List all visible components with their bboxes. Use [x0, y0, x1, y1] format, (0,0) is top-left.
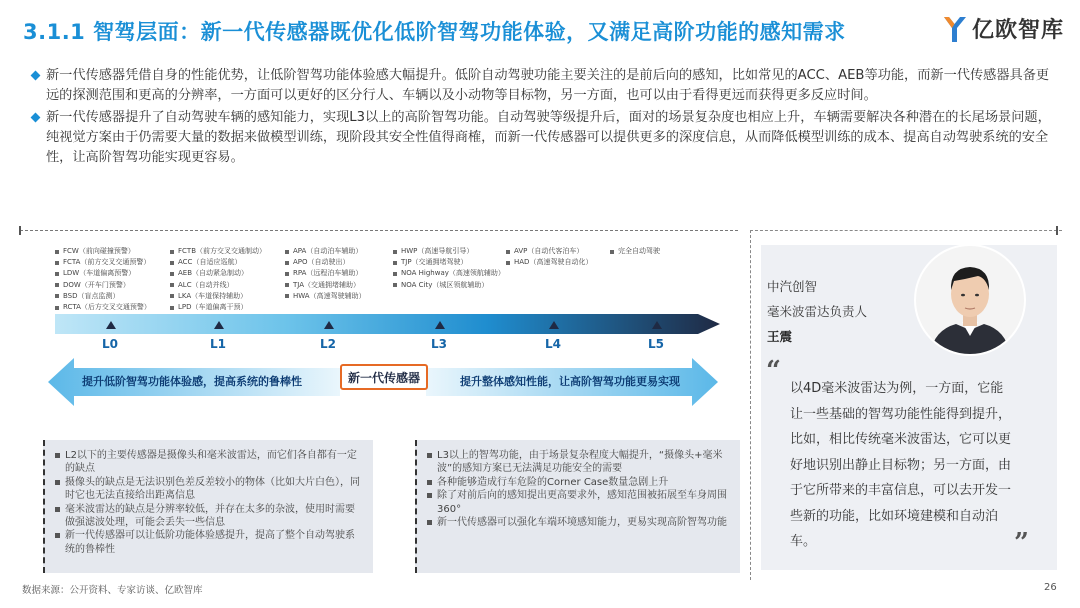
feature-column-l5	[610, 246, 660, 257]
level-label: L1	[210, 337, 226, 351]
info-item: L3以上的智驾功能，由于场景复杂程度大幅提升，“摄像头+毫米波”的感知方案已无法满足功能安全的需要	[427, 449, 730, 476]
feature-column-l2	[285, 246, 366, 302]
center-label-text: 新一代传感器	[347, 370, 420, 385]
avatar	[914, 244, 1026, 356]
bullet-text: 新一代传感器提升了自动驾驶车辆的感知能力，实现L3以上的高阶智驾功能。自动驾驶等级提升后，面对的场景复杂度也相应上升，车辆需要解决各种潜在的长尾场景问题，纯视觉方案由于仍需要大量的数据来做模型训练，现阶段其安全性值得商榷，而新一代传感器可以提供更多的深度信息，从而降低模型训练的成本、提高自动驾驶系统的安全性，让高阶智驾功能实现更容易。	[46, 110, 1051, 165]
feature-item: HWP（高速导航引导）	[393, 246, 505, 257]
level-tick	[214, 321, 224, 329]
bullet-item	[32, 66, 1062, 106]
expert-organization: 中汽创智	[767, 279, 818, 294]
feature-column-l4	[506, 246, 592, 268]
info-item: 各种能够造成行车危险的Corner Case数量急剧上升	[427, 476, 730, 489]
level-label: L5	[648, 337, 664, 351]
feature-item: LKA（车道保持辅助）	[170, 291, 266, 302]
page-title: 3.1.1 智驾层面：新一代传感器既优化低阶智驾功能体验，又满足高阶功能的感知需求	[23, 20, 846, 44]
low-level-info-box	[43, 440, 373, 573]
level-label: L2	[320, 337, 336, 351]
feature-item: RCTA（后方交叉交通预警）	[55, 302, 151, 313]
data-source: 数据来源：公开资料、专家访谈、亿欧智库	[22, 585, 203, 596]
feature-item: APA（自动泊车辅助）	[285, 246, 366, 257]
level-tick	[435, 321, 445, 329]
close-quote-icon: ”	[1014, 528, 1029, 558]
open-quote-icon: “	[766, 356, 781, 386]
feature-item: ALC（自动并线）	[170, 280, 266, 291]
info-item: 除了对前后向的感知提出更高要求外，感知范围被拓展至车身周围360°	[427, 489, 730, 516]
feature-item: HWA（高速驾驶辅助）	[285, 291, 366, 302]
feature-item: LDW（车道偏离预警）	[55, 268, 151, 279]
feature-item: FCTA（前方交叉交通预警）	[55, 257, 151, 268]
expert-name: 王震	[767, 329, 793, 344]
level-progress-arrow	[55, 312, 720, 336]
intro-bullets	[32, 66, 1062, 170]
expert-role: 毫米波雷达负责人	[767, 304, 868, 319]
info-item: 新一代传感器可以让低阶功能体验感提升，提高了整个自动驾驶系统的鲁棒性	[55, 529, 363, 556]
info-item: 毫米波雷达的缺点是分辨率较低，并存在太多的杂波，使用时需要做强滤波处理，可能会丢失一些信息	[55, 503, 363, 530]
info-item: 新一代传感器可以强化车端环境感知能力，更易实现高阶智驾功能	[427, 516, 730, 529]
feature-item: FCW（前向碰撞预警）	[55, 246, 151, 257]
level-label: L0	[102, 337, 118, 351]
level-tick	[106, 321, 116, 329]
arrow-right-text: 提升整体感知性能，让高阶智驾功能更易实现	[460, 375, 680, 388]
feature-item: NOA City（城区领航辅助）	[393, 280, 505, 291]
feature-item: NOA Highway（高速领航辅助）	[393, 268, 505, 279]
yiou-logo-icon	[942, 14, 968, 44]
level-tick	[549, 321, 559, 329]
level-label: L3	[431, 337, 447, 351]
page-number: 26	[1044, 582, 1057, 593]
brand-logo	[942, 13, 1064, 44]
feature-item: 完全自动驾驶	[610, 246, 660, 257]
feature-item: APO（自动驶出）	[285, 257, 366, 268]
bullet-item	[32, 108, 1062, 168]
feature-item: HAD（高速驾驶自动化）	[506, 257, 592, 268]
feature-item: FCTB（前方交叉交通制动）	[170, 246, 266, 257]
logo-text: 亿欧智库	[972, 18, 1065, 43]
level-label: L4	[545, 337, 561, 351]
new-sensor-label	[340, 364, 428, 390]
bullet-text: 新一代传感器凭借自身的性能优势，让低阶智驾功能体验感大幅提升。低阶自动驾驶功能主要关注的是前后向的感知，比如常见的ACC、AEB等功能，而新一代传感器具备更远的探测范围和更高的分辨率，一方面可以更好的区分行人、车辆以及小动物等目标物，另一方面，也可以由于看得更远而获得更多反应时间。	[46, 68, 1050, 103]
feature-item: RPA（远程泊车辅助）	[285, 268, 366, 279]
expert-quote: 以4D毫米波雷达为例，一方面，它能让一些基础的智驾功能性能得到提升，比如，相比传统毫米波雷达，它可以更好地识别出静止目标物；另一方面，由于它所带来的丰富信息，可以去开发一些新的功能，比如环境建模和自动泊车。	[790, 381, 1012, 549]
feature-item: BSD（盲点监测）	[55, 291, 151, 302]
feature-item: AEB（自动紧急制动）	[170, 268, 266, 279]
info-item: 摄像头的缺点是无法识别色差反差较小的物体（比如大片白色），同时它也无法直接给出距离信息	[55, 476, 363, 503]
feature-item: AVP（自动代客泊车）	[506, 246, 592, 257]
diamond-bullet-icon	[31, 71, 41, 81]
feature-column-l3	[393, 246, 505, 291]
feature-item: DOW（开车门预警）	[55, 280, 151, 291]
feature-item: ACC（自适应巡航）	[170, 257, 266, 268]
level-tick	[652, 321, 662, 329]
level-tick	[324, 321, 334, 329]
feature-item: TJP（交通拥堵驾驶）	[393, 257, 505, 268]
feature-item: TJA（交通拥堵辅助）	[285, 280, 366, 291]
high-level-info-box	[415, 440, 740, 573]
info-item: L2以下的主要传感器是摄像头和毫米波雷达，而它们各自都有一定的缺点	[55, 449, 363, 476]
person-portrait-icon	[916, 246, 1024, 354]
feature-item: LPD（车道偏离干预）	[170, 302, 266, 313]
arrow-left-text: 提升低阶智驾功能体验感，提高系统的鲁棒性	[82, 375, 302, 388]
diamond-bullet-icon	[31, 113, 41, 123]
